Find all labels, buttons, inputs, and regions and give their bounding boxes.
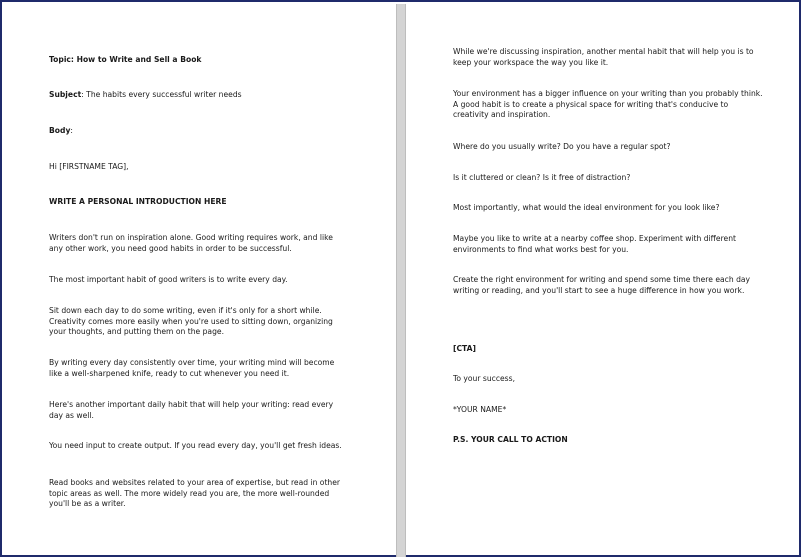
topic-line: Topic: How to Write and Sell a Book xyxy=(49,55,202,64)
body-label: Body xyxy=(49,126,71,135)
left-paragraph: Writers don't run on inspiration alone. Good writing requires work, and like any other work, you need good habits in order to be successful. xyxy=(49,233,333,253)
intro-heading: WRITE A PERSONAL INTRODUCTION HERE xyxy=(49,197,227,206)
ps-call-to-action: P.S. YOUR CALL TO ACTION xyxy=(453,435,568,444)
left-paragraph: The most important habit of good writers is to write every day. xyxy=(49,275,288,284)
subject-line xyxy=(49,90,349,101)
left-page xyxy=(4,4,396,557)
left-paragraph: By writing every day consistently over time, your writing mind will become like a well-sharpened knife, ready to cut whenever you need it. xyxy=(49,358,335,378)
right-paragraph: Maybe you like to write at a nearby coffee shop. Experiment with different environments to find what works best for you. xyxy=(453,234,736,254)
page-gutter xyxy=(396,4,406,557)
left-paragraph: Read books and websites related to your area of expertise, but read in other topic areas as well. The more widely read you are, the more well-rounded you'll be as a writer. xyxy=(49,478,341,509)
greeting: Hi [FIRSTNAME TAG], xyxy=(49,162,129,171)
right-paragraph: Your environment has a bigger influence on your writing than you probably think. A good habit is to create a physical space for writing that's conducive to creativity and inspiration. xyxy=(453,89,763,120)
closing-line: To your success, xyxy=(453,374,516,383)
right-paragraph: Most importantly, what would the ideal environment for you look like? xyxy=(453,203,720,212)
left-paragraph: You need input to create output. If you read every day, you'll get fresh ideas. xyxy=(49,441,342,450)
signature-name: *YOUR NAME* xyxy=(453,405,507,414)
left-paragraph: Sit down each day to do some writing, even if it's only for a short while. Creativity comes more easily when you're used to sitting down, organizing your thoughts, and putting them on the page. xyxy=(49,306,333,337)
right-paragraph: Where do you usually write? Do you have a regular spot? xyxy=(453,142,671,151)
body-line xyxy=(49,126,349,137)
cta-placeholder: [CTA] xyxy=(453,344,476,353)
right-paragraph: Is it cluttered or clean? Is it free of distraction? xyxy=(453,173,631,182)
left-paragraph: Here's another important daily habit that will help your writing: read every day as well. xyxy=(49,400,334,420)
right-paragraph: While we're discussing inspiration, another mental habit that will help you is to keep your workspace the way you like it. xyxy=(453,47,754,67)
right-page xyxy=(406,4,801,557)
subject-text: : The habits every successful writer needs xyxy=(81,90,242,99)
right-paragraph: Create the right environment for writing and spend some time there each day writing or reading, and you'll start to see a huge difference in how you work. xyxy=(453,275,751,295)
body-colon: : xyxy=(70,126,73,135)
subject-label: Subject xyxy=(49,90,82,99)
